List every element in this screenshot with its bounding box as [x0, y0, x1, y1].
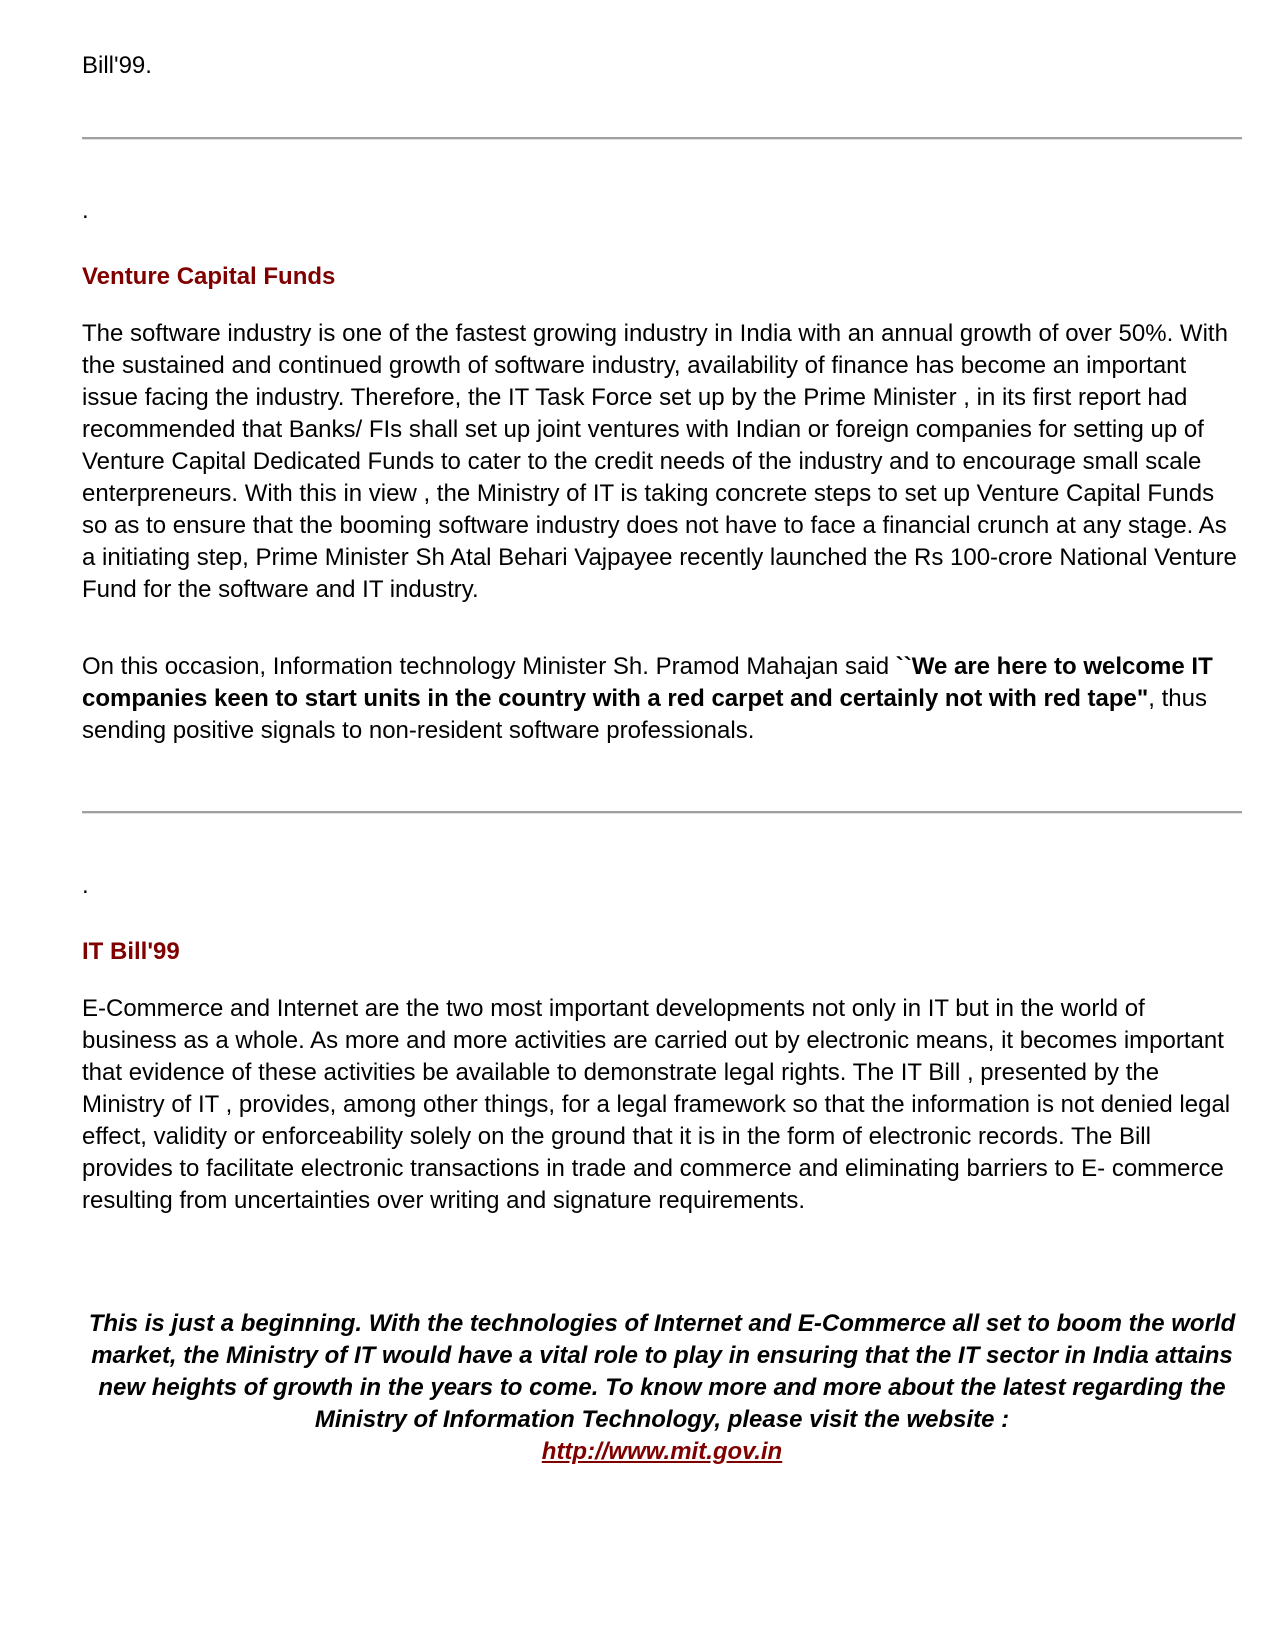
venture-paragraph-2-tail: , thus sending positive signals to non-resident software professionals.	[82, 685, 1207, 744]
horizontal-rule-2	[82, 811, 1242, 814]
closing-note	[82, 1308, 1242, 1468]
itbill-heading: IT Bill'99	[82, 938, 180, 965]
itbill-paragraph: E-Commerce and Internet are the two most important developments not only in IT but in the world of business as a whole. As more and more activities are carried out by electronic means, it becomes important that evidence of these activities be available to demonstrate legal rights. The IT Bill , presented by the Ministry of IT , provides, among other things, for a legal framework so that the information is not denied legal effect, validity or enforceability solely on the ground that it is in the form of electronic records. The Bill provides to facilitate electronic transactions in trade and commerce and eliminating barriers to E- commerce resulting from uncertainties over writing and signature requirements.	[82, 995, 1231, 1214]
closing-text: This is just a beginning. With the technologies of Internet and E-Commerce all set to boom the world market, the Ministry of IT would have a vital role to play in ensuring that the IT sector in India attains new heights of growth in the years to come. To know more and more about the latest regarding the Ministry of Information Technology, please visit the website :	[88, 1310, 1236, 1433]
venture-paragraph-2	[82, 651, 1242, 747]
horizontal-rule-1	[82, 137, 1242, 140]
minister-quote: ``We are here to welcome IT companies keen to start units in the country with a red carpet and certainly not with red tape"	[82, 653, 1213, 712]
venture-paragraph-1: The software industry is one of the fastest growing industry in India with an annual growth of over 50%. With the sustained and continued growth of software industry, availability of finance has become an important issue facing the industry. Therefore, the IT Task Force set up by the Prime Minister , in its first report had recommended that Banks/ FIs shall set up joint ventures with Indian or foreign companies for setting up of Venture Capital Dedicated Funds to cater to the credit needs of the industry and to encourage small scale enterpreneurs. With this in view , the Ministry of IT is taking concrete steps to set up Venture Capital Funds so as to ensure that the booming software industry does not have to face a financial crunch at any stage. As a initiating step, Prime Minister Sh Atal Behari Vajpayee recently launched the Rs 100-crore National Venture Fund for the software and IT industry.	[82, 320, 1237, 603]
section-dot-1: .	[82, 197, 89, 224]
venture-paragraph-2-lead: On this occasion, Information technology Minister Sh. Pramod Mahajan said	[82, 653, 896, 680]
top-fragment: Bill'99.	[82, 52, 152, 79]
ministry-website-link[interactable]: http://www.mit.gov.in	[541, 1438, 783, 1465]
venture-heading: Venture Capital Funds	[82, 263, 336, 290]
section-dot-2: .	[82, 872, 89, 899]
